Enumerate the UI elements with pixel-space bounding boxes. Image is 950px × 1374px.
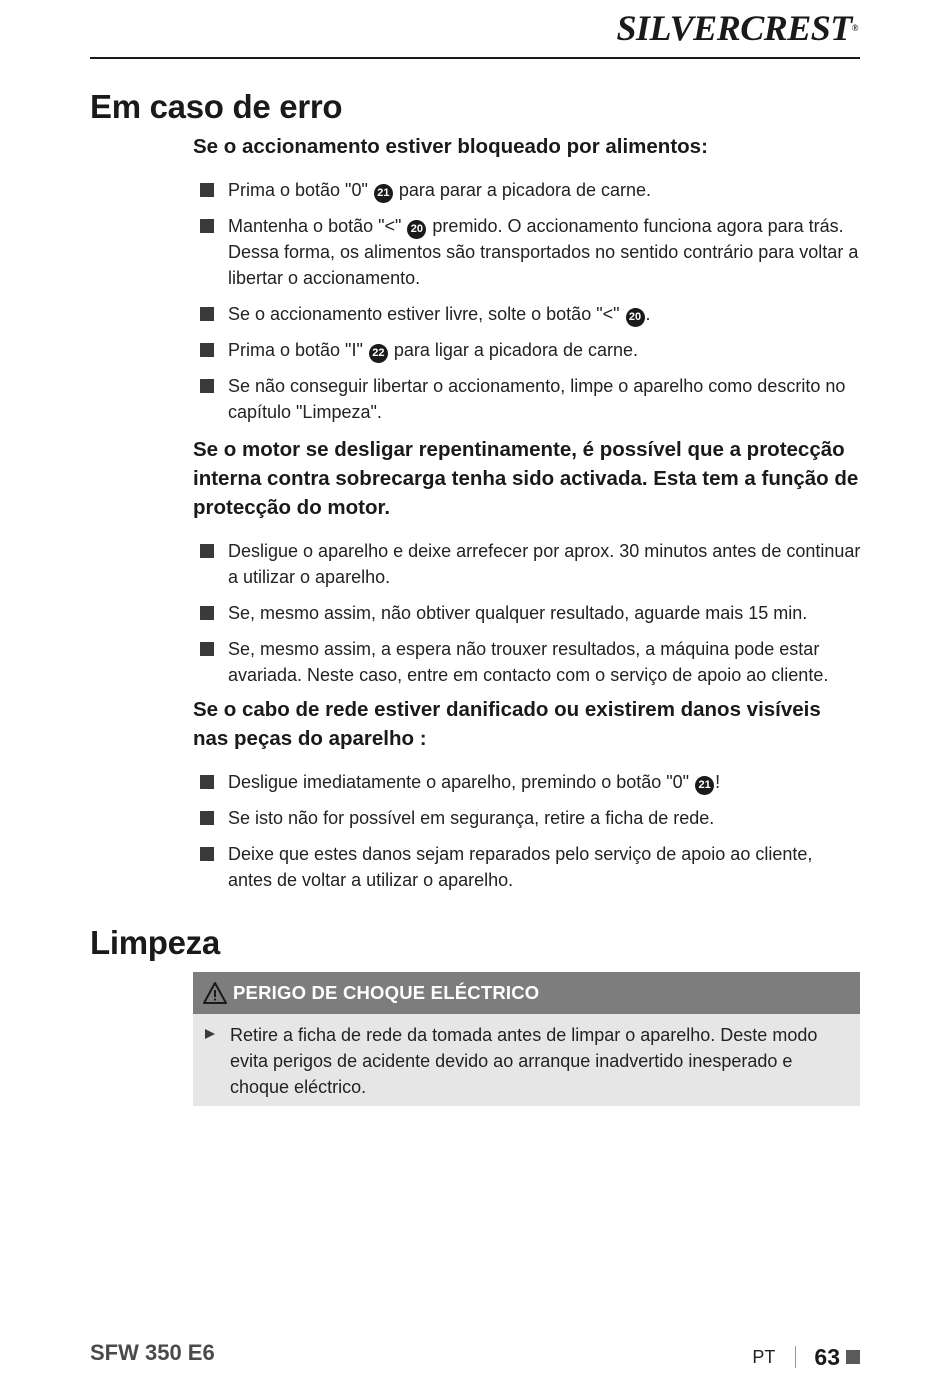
block-heading: Se o accionamento estiver bloqueado por alimentos: <box>193 135 708 158</box>
square-bullet-icon <box>200 343 214 357</box>
square-bullet-icon <box>200 847 214 861</box>
square-bullet-icon <box>200 307 214 321</box>
reference-number-badge: 21 <box>695 776 714 795</box>
warning-header <box>193 972 860 1014</box>
footer-separator <box>795 1346 796 1368</box>
bullet-list <box>193 177 861 425</box>
warning-label: PERIGO DE CHOQUE ELÉCTRICO <box>233 982 540 1003</box>
bullet-list <box>193 538 861 688</box>
bullet-list <box>193 769 861 893</box>
warning-triangle-icon <box>203 982 227 1004</box>
page-number: 63 <box>814 1343 840 1370</box>
list-item: Se, mesmo assim, não obtiver qualquer resultado, aguarde mais 15 min. <box>193 600 861 626</box>
list-item: Mantenha o botão "<" 20 premido. O accionamento funciona agora para trás. Dessa forma, os alimentos são transportados no sentido contrário para voltar a libertar o accionamento. <box>193 213 861 291</box>
list-item: Desligue o aparelho e deixe arrefecer por aprox. 30 minutos antes de continuar a utilizar o aparelho. <box>193 538 861 590</box>
footer-page-info <box>752 1342 860 1372</box>
header-rule <box>90 57 860 59</box>
square-bullet-icon <box>200 379 214 393</box>
block-heading: Se o motor se desligar repentinamente, é possível que a protecção interna contra sobrecarga tenha sido activada. Esta tem a função de protecção do motor. <box>193 438 859 519</box>
troubleshooting-block-3 <box>193 695 861 903</box>
list-item: Se não conseguir libertar o accionamento, limpe o aparelho como descrito no capítulo "Limpeza". <box>193 373 861 425</box>
square-bullet-icon <box>200 811 214 825</box>
block-heading: Se o cabo de rede estiver danificado ou existirem danos visíveis nas peças do aparelho : <box>193 698 821 750</box>
square-bullet-icon <box>200 775 214 789</box>
footer-model-number: SFW 350 E6 <box>90 1340 215 1365</box>
square-bullet-icon <box>200 544 214 558</box>
reference-number-badge: 21 <box>374 184 393 203</box>
warning-body <box>193 1014 860 1106</box>
warning-text: Retire a ficha de rede da tomada antes de limpar o aparelho. Deste modo evita perigos de acidente devido ao arranque inadvertido inesperado e choque eléctrico. <box>230 1025 818 1097</box>
arrow-bullet-icon <box>205 1029 215 1039</box>
section-title-cleaning: Limpeza <box>90 924 220 961</box>
list-item: Se isto não for possível em segurança, retire a ficha de rede. <box>193 805 861 831</box>
square-bullet-icon <box>200 642 214 656</box>
list-item: Deixe que estes danos sejam reparados pelo serviço de apoio ao cliente, antes de voltar a utilizar o aparelho. <box>193 841 861 893</box>
list-item: Prima o botão "I" 22 para ligar a picadora de carne. <box>193 337 861 363</box>
reference-number-badge: 22 <box>369 344 388 363</box>
footer-language: PT <box>752 1346 776 1367</box>
reference-number-badge: 20 <box>626 308 645 327</box>
reference-number-badge: 20 <box>407 220 426 239</box>
list-item: Se, mesmo assim, a espera não trouxer resultados, a máquina pode estar avariada. Neste caso, entre em contacto com o serviço de apoio ao cliente. <box>193 636 861 688</box>
brand-logo: SILVERCREST® <box>616 8 858 48</box>
troubleshooting-block-2 <box>193 435 861 698</box>
square-bullet-icon <box>200 219 214 233</box>
section-title-troubleshooting: Em caso de erro <box>90 88 343 125</box>
square-bullet-icon <box>200 606 214 620</box>
troubleshooting-block-1 <box>193 132 861 435</box>
page-marker-square-icon <box>846 1350 860 1364</box>
square-bullet-icon <box>200 183 214 197</box>
list-item: Prima o botão "0" 21 para parar a picadora de carne. <box>193 177 861 203</box>
electric-shock-warning-box <box>193 972 860 1106</box>
list-item: Desligue imediatamente o aparelho, premindo o botão "0" 21 ! <box>193 769 861 795</box>
list-item: Se o accionamento estiver livre, solte o botão "<" 20 . <box>193 301 861 327</box>
